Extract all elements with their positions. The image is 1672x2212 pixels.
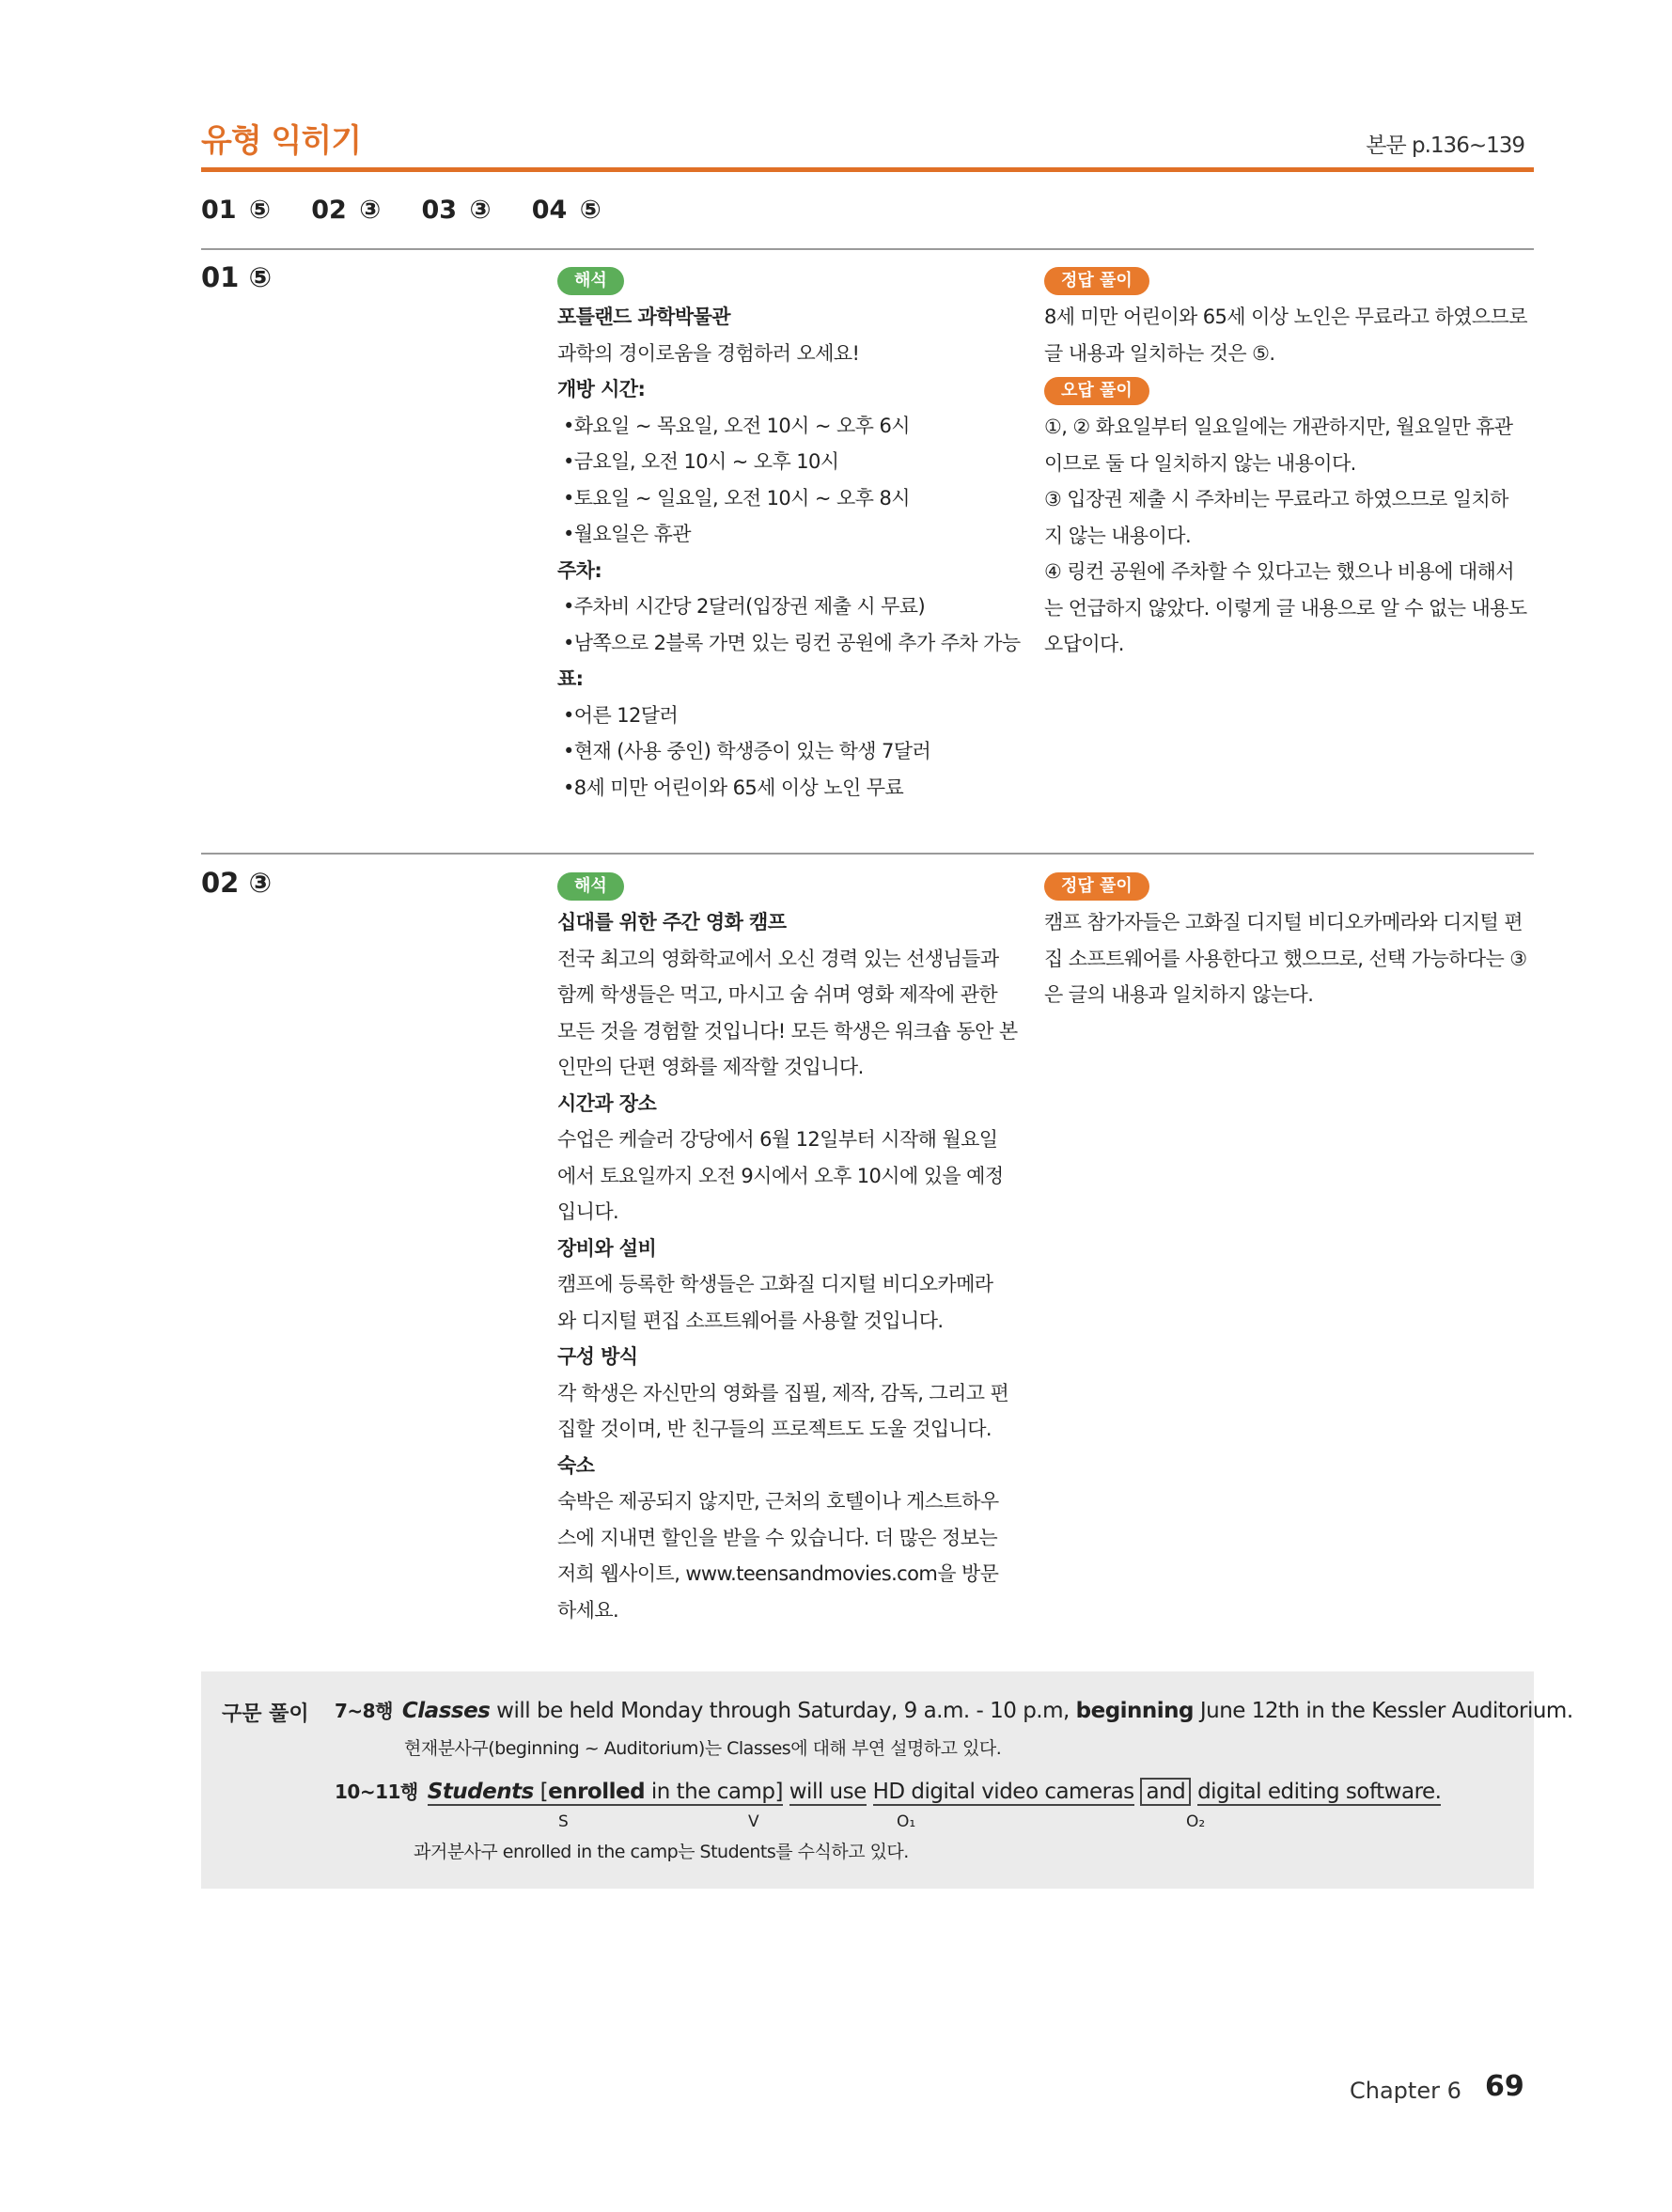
label-o1: O₁ — [897, 1812, 916, 1831]
translation-badge: 해석 — [557, 267, 624, 295]
translation-line: 장비와 설비 — [557, 1236, 657, 1260]
translation-line: •현재 (사용 중인) 학생증이 있는 학생 7달러 — [563, 740, 931, 762]
translation-lines — [557, 299, 1027, 806]
grammar-label: 구문 풀이 — [222, 1702, 309, 1726]
q01-answer — [1044, 261, 1534, 663]
grammar-note-1: 현재분사구(beginning ~ Auditorium)는 Classes에 대해 부연 설명하고 있다. — [404, 1738, 1002, 1759]
answer-line: 글 내용과 일치하는 것은 ⑤. — [1044, 341, 1275, 365]
answer-line: 집 소프트웨어를 사용한다고 했으므로, 선택 가능하다는 ③ — [1044, 947, 1527, 970]
translation-line: 주차: — [557, 558, 602, 582]
translation-line: 각 학생은 자신만의 영화를 집필, 제작, 감독, 그리고 편 — [557, 1381, 1009, 1404]
answer-summary-item: 01 ⑤ — [201, 196, 271, 225]
answer-summary — [201, 196, 630, 225]
translation-line: •주차비 시간당 2달러(입장권 제출 시 무료) — [563, 595, 926, 618]
wrong-answer-line: 오답이다. — [1044, 633, 1124, 655]
q02-translation — [557, 867, 1027, 1628]
line-number: 7~8행 — [335, 1700, 393, 1722]
translation-line: 과학의 경이로움을 경험하러 오세요! — [557, 341, 860, 365]
translation-line: •금요일, 오전 10시 ~ 오후 10시 — [563, 450, 839, 473]
label-v: V — [748, 1812, 759, 1831]
participle-word: beginning — [1075, 1699, 1195, 1723]
translation-line: 전국 최고의 영화학교에서 오신 경력 있는 선생님들과 — [557, 947, 999, 970]
label-s: S — [558, 1812, 569, 1831]
translation-line: 십대를 위한 주간 영화 캠프 — [557, 911, 787, 933]
translation-line: 인만의 단편 영화를 제작할 것입니다. — [557, 1056, 864, 1078]
label-o2: O₂ — [1186, 1812, 1206, 1831]
grammar-note-2: 과거분사구 enrolled in the camp는 Students를 수식하고 있다. — [414, 1842, 909, 1862]
translation-line: 모든 것을 경험할 것입니다! 모든 학생은 워크숍 동안 본 — [557, 1019, 1018, 1043]
translation-line: •화요일 ~ 목요일, 오전 10시 ~ 오후 6시 — [563, 414, 910, 437]
translation-line: 와 디지털 편집 소프트웨어를 사용할 것입니다. — [557, 1309, 944, 1332]
answer-badge: 정답 풀이 — [1044, 267, 1149, 295]
chapter-label: Chapter 6 — [1350, 2078, 1461, 2104]
q01-translation — [557, 261, 1027, 806]
translation-line: 저희 웹사이트, www.teensandmovies.com을 방문 — [557, 1562, 999, 1585]
question-number: 02 ③ — [201, 867, 273, 899]
wrong-answer-line: ①, ② 화요일부터 일요일에는 개관하지만, 월요일만 휴관 — [1044, 416, 1513, 438]
page-number: 69 — [1485, 2070, 1524, 2103]
translation-line: 캠프에 등록한 학생들은 고화질 디지털 비디오카메라 — [557, 1273, 993, 1295]
grammar-sentence-2 — [335, 1777, 1441, 1804]
bracket-text: in the camp] — [645, 1780, 783, 1804]
translation-line: 스에 지내면 할인을 받을 수 있습니다. 더 많은 정보는 — [557, 1526, 998, 1549]
question-divider — [201, 248, 1534, 250]
translation-line: 하세요. — [557, 1598, 619, 1622]
translation-line: 숙박은 제공되지 않지만, 근처의 호텔이나 게스트하우 — [557, 1490, 999, 1513]
wrong-answer-line: 지 않는 내용이다. — [1044, 524, 1192, 547]
wrong-answer-line: ③ 입장권 제출 시 주차비는 무료라고 하였으므로 일치하 — [1044, 488, 1508, 510]
bracket-text: [ — [533, 1780, 549, 1804]
translation-line: 함께 학생들은 먹고, 마시고 숨 쉬며 영화 제작에 관한 — [557, 983, 998, 1006]
conjunction-box: and — [1140, 1778, 1191, 1806]
subject-word: Students — [427, 1780, 534, 1804]
grammar-sentence-1 — [335, 1696, 1573, 1723]
translation-line: 집할 것이며, 반 친구들의 프로젝트도 도울 것입니다. — [557, 1418, 992, 1440]
translation-line: 시간과 장소 — [557, 1091, 657, 1115]
participle-word: enrolled — [548, 1780, 646, 1804]
wrong-answer-badge: 오답 풀이 — [1044, 377, 1149, 405]
question-number: 01 ⑤ — [201, 261, 273, 293]
wrong-answer-line: 는 언급하지 않았다. 이렇게 글 내용으로 알 수 없는 내용도 — [1044, 596, 1527, 620]
translation-badge: 해석 — [557, 872, 624, 901]
translation-line: 에서 토요일까지 오전 9시에서 오후 10시에 있을 예정 — [557, 1164, 1004, 1187]
answer-line: 은 글의 내용과 일치하지 않는다. — [1044, 983, 1314, 1006]
translation-line: •토요일 ~ 일요일, 오전 10시 ~ 오후 8시 — [563, 486, 910, 510]
page-reference: 본문 p.136~139 — [1366, 133, 1524, 158]
subject-word: Classes — [401, 1699, 491, 1723]
answer-summary-item: 03 ③ — [421, 196, 492, 225]
answer-summary-item: 02 ③ — [311, 196, 382, 225]
translation-line: 입니다. — [557, 1200, 619, 1223]
object-1: HD digital video cameras — [872, 1780, 1134, 1804]
line-number: 10~11행 — [335, 1781, 418, 1803]
wrong-answer-line: 이므로 둘 다 일치하지 않는 내용이다. — [1044, 451, 1356, 475]
object-2: digital editing software. — [1197, 1780, 1442, 1804]
question-divider — [201, 853, 1534, 855]
q02-answer — [1044, 867, 1534, 1013]
sentence-text: will be held Monday through Saturday, 9 a.m. - 10 p.m, — [490, 1699, 1076, 1723]
wrong-answer-line: ④ 링컨 공원에 주차할 수 있다고는 했으나 비용에 대해서 — [1044, 560, 1514, 583]
subject-phrase — [428, 1780, 783, 1806]
translation-line: 수업은 케슬러 강당에서 6월 12일부터 시작해 월요일 — [557, 1128, 998, 1151]
answer-badge: 정답 풀이 — [1044, 872, 1149, 901]
translation-line: 포틀랜드 과학박물관 — [557, 306, 730, 328]
translation-line: •어른 12달러 — [563, 703, 679, 727]
answer-line: 8세 미만 어린이와 65세 이상 노인은 무료라고 하였으므로 — [1044, 306, 1527, 328]
translation-lines — [557, 904, 1027, 1628]
translation-line: •남쪽으로 2블록 가면 있는 링컨 공원에 추가 주차 가능 — [563, 631, 1021, 654]
translation-line: •8세 미만 어린이와 65세 이상 노인 무료 — [563, 776, 904, 799]
verb-phrase: will use — [789, 1780, 867, 1804]
sentence-text: June 12th in the Kessler Auditorium. — [1194, 1699, 1573, 1723]
answer-summary-item: 04 ⑤ — [531, 196, 602, 225]
translation-line: 개방 시간: — [557, 378, 646, 400]
translation-line: •월요일은 휴관 — [563, 523, 691, 545]
header-divider — [201, 167, 1534, 172]
translation-line: 숙소 — [557, 1453, 595, 1477]
translation-line: 구성 방식 — [557, 1345, 638, 1368]
translation-line: 표: — [557, 667, 584, 690]
section-title: 유형 익히기 — [201, 122, 362, 160]
answer-line: 캠프 참가자들은 고화질 디지털 비디오카메라와 디지털 편 — [1044, 911, 1523, 933]
